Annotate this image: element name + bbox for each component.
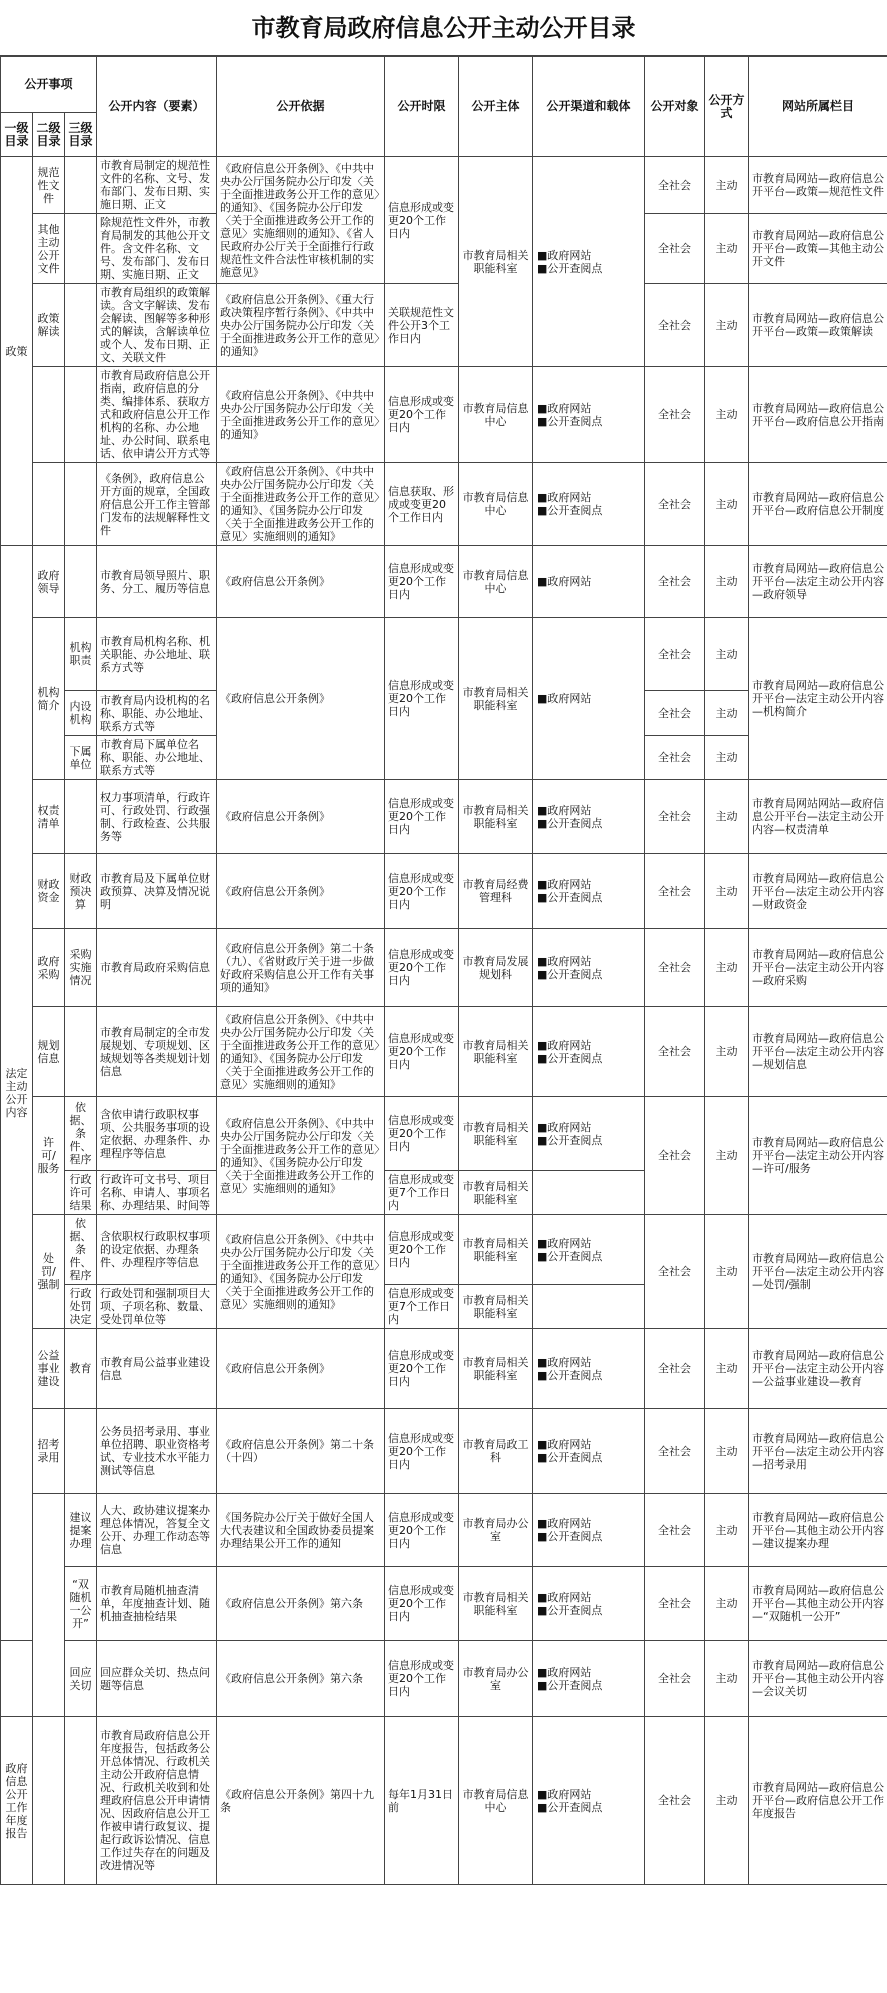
header-level1: 一级目录 (1, 113, 33, 157)
channel-item: ■公开查阅点 (537, 891, 603, 904)
content-cell: 公务员招考录用、事业单位招聘、职业资格考试、专业技术水平能力测试等信息 (97, 1409, 217, 1494)
header-basis: 公开依据 (217, 57, 385, 157)
audience-cell: 全社会 (645, 1329, 705, 1409)
table-row (1, 1215, 887, 1285)
time-limit-cell: 信息形成或变更20个工作日内 (385, 157, 459, 284)
level3-cell (65, 284, 97, 367)
level2-cell: 机构简介 (33, 618, 65, 780)
subject-cell: 市教育局相关职能科室 (459, 1285, 533, 1329)
channel-item: ■公开查阅点 (537, 1368, 603, 1382)
audience-cell: 全社会 (645, 1215, 705, 1329)
channel-item: ■政府网站 (537, 1665, 592, 1679)
level3-cell: 内设机构 (65, 691, 97, 736)
column-cell: 市教育局网站—政府信息公开平台—法定主动公开内容—处罚/强制 (749, 1215, 887, 1329)
channel-item: ■公开查阅点 (537, 1249, 603, 1263)
column-cell: 市教育局网站—政府信息公开平台—法定主动公开内容—政府领导 (749, 546, 887, 618)
channel-cell (533, 929, 645, 1007)
channel-item: ■公开查阅点 (537, 1451, 603, 1464)
content-cell: 市教育局政府采购信息 (97, 929, 217, 1007)
level3-cell: 下属单位 (65, 736, 97, 780)
content-cell: 含依申请行政职权事项、公共服务事项的设定依据、办理条件、办理程序等信息 (97, 1097, 217, 1171)
table-body (1, 157, 887, 1885)
channel-cell (533, 1717, 645, 1885)
basis-cell: 《政府信息公开条例》、《重大行政决策程序暂行条例》、《中共中央办公厅国务院办公厅印发〈关于全面推进政务公开工作的意见〉的通知》 (217, 284, 385, 367)
level2-cell (33, 367, 65, 463)
level1-cell (1, 1641, 33, 1717)
content-cell: 回应群众关切、热点问题等信息 (97, 1641, 217, 1717)
channel-cell (533, 1215, 645, 1285)
channel-item: ■公开查阅点 (537, 504, 603, 517)
level2-cell: 规划信息 (33, 1007, 65, 1097)
content-cell: 《条例》，政府信息公开方面的规章，全国政府信息公开工作主管部门发布的法规解释性文件 (97, 463, 217, 546)
audience-cell: 全社会 (645, 463, 705, 546)
audience-cell: 全社会 (645, 367, 705, 463)
column-cell: 市教育局网站—政府信息公开平台—法定主动公开内容—公益事业建设—教育 (749, 1329, 887, 1409)
channel-cell (533, 1171, 645, 1215)
audience-cell: 全社会 (645, 780, 705, 854)
time-limit-cell: 信息形成或变更20个工作日内 (385, 929, 459, 1007)
content-cell: 行政处罚和强制项目大项、子项名称、数量、受处罚单位等 (97, 1285, 217, 1329)
audience-cell: 全社会 (645, 691, 705, 736)
channel-item: ■政府网站 (537, 248, 592, 262)
audience-cell: 全社会 (645, 1717, 705, 1885)
method-cell: 主动 (705, 618, 749, 691)
level3-cell (65, 214, 97, 284)
basis-cell: 《政府信息公开条例》 (217, 1329, 385, 1409)
level2-cell: 规范性文件 (33, 157, 65, 214)
method-cell: 主动 (705, 284, 749, 367)
basis-cell: 《政府信息公开条例》 (217, 618, 385, 780)
audience-cell: 全社会 (645, 1641, 705, 1717)
channel-item: ■政府网站 (537, 1517, 592, 1530)
column-cell: 市教育局网站—政府信息公开平台—政策—规范性文件 (749, 157, 887, 214)
table-row (1, 1409, 887, 1494)
channel-cell (533, 463, 645, 546)
header-level2: 二级目录 (33, 113, 65, 157)
basis-cell: 《政府信息公开条例》、《中共中央办公厅国务院办公厅印发〈关于全面推进政务公开工作的意见〉的通知》、《国务院办公厅印发〈关于全面推进政务公开工作的意见〉实施细则的通知》、《省人民政府办公厅关于全面推行行政规范性文件合法性审核机制的实施意见》 (217, 157, 385, 284)
time-limit-cell: 信息形成或变更7个工作日内 (385, 1285, 459, 1329)
page-title: 市教育局政府信息公开主动公开目录 (0, 0, 887, 56)
time-limit-cell: 信息形成或变更20个工作日内 (385, 854, 459, 929)
audience-cell: 全社会 (645, 284, 705, 367)
time-limit-cell: 信息形成或变更20个工作日内 (385, 618, 459, 780)
channel-item: ■公开查阅点 (537, 967, 603, 981)
method-cell: 主动 (705, 854, 749, 929)
time-limit-cell: 关联规范性文件公开3个工作日内 (385, 284, 459, 367)
subject-cell: 市教育局信息中心 (459, 546, 533, 618)
channel-item: ■公开查阅点 (537, 1800, 603, 1814)
time-limit-cell: 信息形成或变更20个工作日内 (385, 1409, 459, 1494)
audience-cell: 全社会 (645, 1007, 705, 1097)
column-cell: 市教育局网站网站—政府信息公开平台—法定主动公开内容—权责清单 (749, 780, 887, 854)
time-limit-cell: 信息形成或变更20个工作日内 (385, 780, 459, 854)
channel-cell (533, 1329, 645, 1409)
method-cell: 主动 (705, 1641, 749, 1717)
column-cell: 市教育局网站—政府信息公开平台—法定主动公开内容—规划信息 (749, 1007, 887, 1097)
basis-cell: 《政府信息公开条例》第六条 (217, 1641, 385, 1717)
level2-cell: 公益事业建设 (33, 1329, 65, 1409)
level3-cell (65, 546, 97, 618)
channel-cell (533, 1285, 645, 1329)
table-row (1, 463, 887, 546)
channel-cell (533, 1567, 645, 1641)
channel-item: ■政府网站 (537, 1120, 592, 1134)
channel-cell (533, 157, 645, 367)
method-cell: 主动 (705, 780, 749, 854)
basis-cell: 《政府信息公开条例》、《中共中央办公厅国务院办公厅印发〈关于全面推进政务公开工作的意见〉的通知》、《国务院办公厅印发〈关于全面推进政务公开工作的意见〉实施细则的通知》 (217, 1215, 385, 1329)
level2-cell (33, 1494, 65, 1717)
table-row (1, 929, 887, 1007)
time-limit-cell: 信息形成或变更20个工作日内 (385, 1641, 459, 1717)
level2-cell: 政策解读 (33, 284, 65, 367)
channel-cell (533, 1007, 645, 1097)
level2-cell (33, 1717, 65, 1885)
level3-cell (65, 463, 97, 546)
basis-cell: 《国务院办公厅关于做好全国人大代表建议和全国政协委员提案办理结果公开工作的通知 (217, 1494, 385, 1567)
basis-cell: 《政府信息公开条例》、《中共中央办公厅国务院办公厅印发〈关于全面推进政务公开工作的意见〉的通知》、《国务院办公厅印发〈关于全面推进政务公开工作的意见〉实施细则的通知》 (217, 463, 385, 546)
channel-item: ■公开查阅点 (537, 1051, 603, 1065)
table-row (1, 546, 887, 618)
level2-cell: 财政资金 (33, 854, 65, 929)
level3-cell: 行政处罚决定 (65, 1285, 97, 1329)
table-row (1, 1007, 887, 1097)
channel-cell (533, 546, 645, 618)
table-row (1, 1494, 887, 1567)
subject-cell: 市教育局经费管理科 (459, 854, 533, 929)
channel-item: ■公开查阅点 (537, 1133, 603, 1147)
level3-cell (65, 157, 97, 214)
column-cell: 市教育局网站—政府信息公开平台—法定主动公开内容—招考录用 (749, 1409, 887, 1494)
level3-cell: 建议提案办理 (65, 1494, 97, 1567)
column-cell: 市教育局网站—政府信息公开平台—政府信息公开制度 (749, 463, 887, 546)
level1-cell: 法定主动公开内容 (1, 546, 33, 1641)
content-cell: 市教育局下属单位名称、职能、办公地址、联系方式等 (97, 736, 217, 780)
header-subject: 公开主体 (459, 57, 533, 157)
subject-cell: 市教育局相关职能科室 (459, 780, 533, 854)
subject-cell: 市教育局相关职能科室 (459, 1329, 533, 1409)
basis-cell: 《政府信息公开条例》、《中共中央办公厅国务院办公厅印发〈关于全面推进政务公开工作的意见〉的通知》、《国务院办公厅印发〈关于全面推进政务公开工作的意见〉实施细则的通知》 (217, 1097, 385, 1215)
audience-cell: 全社会 (645, 1567, 705, 1641)
subject-cell: 市教育局相关职能科室 (459, 1567, 533, 1641)
channel-cell (533, 1494, 645, 1567)
channel-item: ■政府网站 (537, 803, 592, 817)
time-limit-cell: 信息形成或变更7个工作日内 (385, 1171, 459, 1215)
level1-cell: 政府信息公开工作年度报告 (1, 1717, 33, 1885)
level2-cell: 政府领导 (33, 546, 65, 618)
basis-cell: 《政府信息公开条例》 (217, 780, 385, 854)
level3-cell: 采购实施情况 (65, 929, 97, 1007)
level3-cell: 回应关切 (65, 1641, 97, 1717)
content-cell: 市教育局内设机构的名称、职能、办公地址、联系方式等 (97, 691, 217, 736)
content-cell: 市教育局随机抽查清单，年度抽查计划、随机抽查抽检结果 (97, 1567, 217, 1641)
header-content: 公开内容（要素） (97, 57, 217, 157)
method-cell: 主动 (705, 214, 749, 284)
content-cell: 市教育局机构名称、机关职能、办公地址、联系方式等 (97, 618, 217, 691)
header-item: 公开事项 (1, 57, 97, 113)
level3-cell: 行政许可结果 (65, 1171, 97, 1215)
table-row (1, 157, 887, 214)
level3-cell: 教育 (65, 1329, 97, 1409)
time-limit-cell: 信息形成或变更20个工作日内 (385, 367, 459, 463)
channel-cell (533, 1641, 645, 1717)
channel-item: ■公开查阅点 (537, 1678, 603, 1692)
basis-cell: 《政府信息公开条例》、《中共中央办公厅国务院办公厅印发〈关于全面推进政务公开工作的意见〉的通知》、《国务院办公厅印发〈关于全面推进政务公开工作的意见〉实施细则的通知》 (217, 1007, 385, 1097)
content-cell: 市教育局公益事业建设信息 (97, 1329, 217, 1409)
column-cell: 市教育局网站—政府信息公开平台—政策—其他主动公开文件 (749, 214, 887, 284)
channel-cell (533, 618, 645, 780)
audience-cell: 全社会 (645, 736, 705, 780)
level3-cell: “双随机一公开” (65, 1567, 97, 1641)
subject-cell: 市教育局信息中心 (459, 463, 533, 546)
method-cell: 主动 (705, 546, 749, 618)
subject-cell: 市教育局政工科 (459, 1409, 533, 1494)
method-cell: 主动 (705, 1494, 749, 1567)
table-row (1, 284, 887, 367)
audience-cell: 全社会 (645, 929, 705, 1007)
channel-item: ■政府网站 (537, 1787, 592, 1801)
content-cell: 含依职权行政职权事项的设定依据、办理条件、办理程序等信息 (97, 1215, 217, 1285)
level3-cell (65, 1717, 97, 1885)
column-cell: 市教育局网站—政府信息公开平台—其他主动公开内容—建议提案办理 (749, 1494, 887, 1567)
channel-item: ■政府网站 (537, 1438, 592, 1451)
subject-cell: 市教育局办公室 (459, 1494, 533, 1567)
subject-cell: 市教育局办公室 (459, 1641, 533, 1717)
audience-cell: 全社会 (645, 1097, 705, 1215)
column-cell: 市教育局网站—政府信息公开平台—其他主动公开内容—会议关切 (749, 1641, 887, 1717)
column-cell: 市教育局网站—政府信息公开平台—法定主动公开内容—政府采购 (749, 929, 887, 1007)
audience-cell: 全社会 (645, 1494, 705, 1567)
level2-cell: 招考录用 (33, 1409, 65, 1494)
basis-cell: 《政府信息公开条例》、《中共中央办公厅国务院办公厅印发〈关于全面推进政务公开工作的意见〉的通知》 (217, 367, 385, 463)
table-row (1, 367, 887, 463)
time-limit-cell: 信息形成或变更20个工作日内 (385, 546, 459, 618)
level2-cell: 许可/服务 (33, 1097, 65, 1215)
level3-cell: 机构职责 (65, 618, 97, 691)
table-row (1, 780, 887, 854)
basis-cell: 《政府信息公开条例》第六条 (217, 1567, 385, 1641)
channel-cell (533, 780, 645, 854)
channel-item: ■政府网站 (537, 1038, 592, 1052)
content-cell: 行政许可文书号、项目名称、申请人、事项名称、办理结果、时间等 (97, 1171, 217, 1215)
channel-item: ■政府网站 (537, 1236, 592, 1250)
method-cell: 主动 (705, 691, 749, 736)
channel-item: ■政府网站 (537, 954, 592, 968)
content-cell: 市教育局政府信息公开指南，政府信息的分类、编排体系、获取方式和政府信息公开工作机构的名称、办公地址、办公时间、联系电话、依申请公开方式等 (97, 367, 217, 463)
catalog-table (0, 56, 887, 1885)
subject-cell: 市教育局相关职能科室 (459, 1215, 533, 1285)
table-row (1, 1329, 887, 1409)
method-cell: 主动 (705, 1097, 749, 1215)
time-limit-cell: 信息形成或变更20个工作日内 (385, 1567, 459, 1641)
channel-item: ■政府网站 (537, 491, 592, 504)
method-cell: 主动 (705, 157, 749, 214)
method-cell: 主动 (705, 1329, 749, 1409)
header-column: 网站所属栏目 (749, 57, 887, 157)
column-cell: 市教育局网站—政府信息公开平台—法定主动公开内容—机构简介 (749, 618, 887, 780)
method-cell: 主动 (705, 736, 749, 780)
table-row (1, 1717, 887, 1885)
time-limit-cell: 信息形成或变更20个工作日内 (385, 1097, 459, 1171)
level3-cell (65, 1007, 97, 1097)
table-row (1, 1097, 887, 1171)
time-limit-cell: 信息形成或变更20个工作日内 (385, 1329, 459, 1409)
channel-item: ■公开查阅点 (537, 414, 603, 428)
channel-cell (533, 854, 645, 929)
channel-item: ■政府网站 (537, 1355, 592, 1369)
method-cell: 主动 (705, 367, 749, 463)
header-level3: 三级目录 (65, 113, 97, 157)
header-method: 公开方式 (705, 57, 749, 157)
content-cell: 市教育局制定的规范性文件的名称、文号、发布部门、发布日期、实施日期、正文 (97, 157, 217, 214)
channel-item: ■公开查阅点 (537, 816, 603, 830)
subject-cell: 市教育局信息中心 (459, 367, 533, 463)
channel-item: ■政府网站 (537, 692, 592, 705)
channel-cell (533, 367, 645, 463)
subject-cell: 市教育局相关职能科室 (459, 1007, 533, 1097)
time-limit-cell: 信息形成或变更20个工作日内 (385, 1494, 459, 1567)
content-cell: 市教育局制定的全市发展规划、专项规划、区域规划等各类规划计划信息 (97, 1007, 217, 1097)
method-cell: 主动 (705, 1717, 749, 1885)
subject-cell: 市教育局相关职能科室 (459, 1097, 533, 1171)
audience-cell: 全社会 (645, 546, 705, 618)
header-channel: 公开渠道和载体 (533, 57, 645, 157)
channel-item: ■政府网站 (537, 1590, 592, 1604)
audience-cell: 全社会 (645, 618, 705, 691)
method-cell: 主动 (705, 1567, 749, 1641)
table-row (1, 1641, 887, 1717)
level2-cell: 权责清单 (33, 780, 65, 854)
basis-cell: 《政府信息公开条例》第四十九条 (217, 1717, 385, 1885)
level3-cell: 依据、条件、程序 (65, 1215, 97, 1285)
content-cell: 市教育局及下属单位财政预算、决算及情况说明 (97, 854, 217, 929)
content-cell: 权力事项清单，行政许可、行政处罚、行政强制、行政检查、公共服务等 (97, 780, 217, 854)
level3-cell (65, 367, 97, 463)
level3-cell (65, 1409, 97, 1494)
level2-cell: 其他主动公开文件 (33, 214, 65, 284)
subject-cell: 市教育局相关职能科室 (459, 1171, 533, 1215)
subject-cell: 市教育局信息中心 (459, 1717, 533, 1885)
column-cell: 市教育局网站—政府信息公开平台—政策—政策解读 (749, 284, 887, 367)
column-cell: 市教育局网站—政府信息公开平台—法定主动公开内容—财政资金 (749, 854, 887, 929)
level1-cell: 政策 (1, 157, 33, 546)
basis-cell: 《政府信息公开条例》 (217, 854, 385, 929)
table-row (1, 854, 887, 929)
level2-cell (33, 463, 65, 546)
level3-cell: 财政预决算 (65, 854, 97, 929)
channel-item: ■公开查阅点 (537, 261, 603, 275)
level2-cell: 政府采购 (33, 929, 65, 1007)
header-time-limit: 公开时限 (385, 57, 459, 157)
column-cell: 市教育局网站—政府信息公开平台—法定主动公开内容—许可/服务 (749, 1097, 887, 1215)
level2-cell: 处罚/强制 (33, 1215, 65, 1329)
column-cell: 市教育局网站—政府信息公开平台—政府信息公开工作年度报告 (749, 1717, 887, 1885)
basis-cell: 《政府信息公开条例》第二十条（九）、《省财政厅关于进一步做好政府采购信息公开工作有关事项的通知》 (217, 929, 385, 1007)
method-cell: 主动 (705, 463, 749, 546)
audience-cell: 全社会 (645, 1409, 705, 1494)
time-limit-cell: 信息获取、形成或变更20个工作日内 (385, 463, 459, 546)
content-cell: 市教育局领导照片、职务、分工、履历等信息 (97, 546, 217, 618)
subject-cell: 市教育局相关职能科室 (459, 618, 533, 780)
subject-cell: 市教育局发展规划科 (459, 929, 533, 1007)
channel-item: ■公开查阅点 (537, 1530, 603, 1543)
column-cell: 市教育局网站—政府信息公开平台—政府信息公开指南 (749, 367, 887, 463)
method-cell: 主动 (705, 1409, 749, 1494)
method-cell: 主动 (705, 929, 749, 1007)
level3-cell: 依据、条件、程序 (65, 1097, 97, 1171)
level3-cell (65, 780, 97, 854)
channel-cell (533, 1097, 645, 1171)
channel-item: ■政府网站 (537, 878, 592, 891)
audience-cell: 全社会 (645, 214, 705, 284)
content-cell: 市教育局组织的政策解读。含文字解读、发布会解读、图解等多种形式的解读，含解读单位或个人、发布日期、正文、关联文件 (97, 284, 217, 367)
table-row (1, 618, 887, 691)
subject-cell: 市教育局相关职能科室 (459, 157, 533, 367)
channel-item: ■公开查阅点 (537, 1603, 603, 1617)
method-cell: 主动 (705, 1007, 749, 1097)
basis-cell: 《政府信息公开条例》 (217, 546, 385, 618)
content-cell: 市教育局政府信息公开年度报告，包括政务公开总体情况、行政机关主动公开政府信息情况、行政机关收到和处理政府信息公开申请情况、因政府信息公开工作被申请行政复议、提起行政诉讼情况、信息工作过失存在的问题及改进情况等 (97, 1717, 217, 1885)
content-cell: 人大、政协建议提案办理总体情况，答复全文公开、办理工作动态等信息 (97, 1494, 217, 1567)
column-cell: 市教育局网站—政府信息公开平台—其他主动公开内容—“双随机一公开” (749, 1567, 887, 1641)
audience-cell: 全社会 (645, 854, 705, 929)
content-cell: 除规范性文件外，市教育局制发的其他公开文件。含文件名称、文号、发布部门、发布日期、实施日期、正文 (97, 214, 217, 284)
time-limit-cell: 信息形成或变更20个工作日内 (385, 1215, 459, 1285)
time-limit-cell: 信息形成或变更20个工作日内 (385, 1007, 459, 1097)
audience-cell: 全社会 (645, 157, 705, 214)
channel-cell (533, 1409, 645, 1494)
header-audience: 公开对象 (645, 57, 705, 157)
channel-item: ■政府网站 (537, 401, 592, 415)
table-row (1, 1567, 887, 1641)
basis-cell: 《政府信息公开条例》第二十条（十四） (217, 1409, 385, 1494)
channel-item: ■政府网站 (537, 575, 592, 588)
method-cell: 主动 (705, 1215, 749, 1329)
time-limit-cell: 每年1月31日前 (385, 1717, 459, 1885)
